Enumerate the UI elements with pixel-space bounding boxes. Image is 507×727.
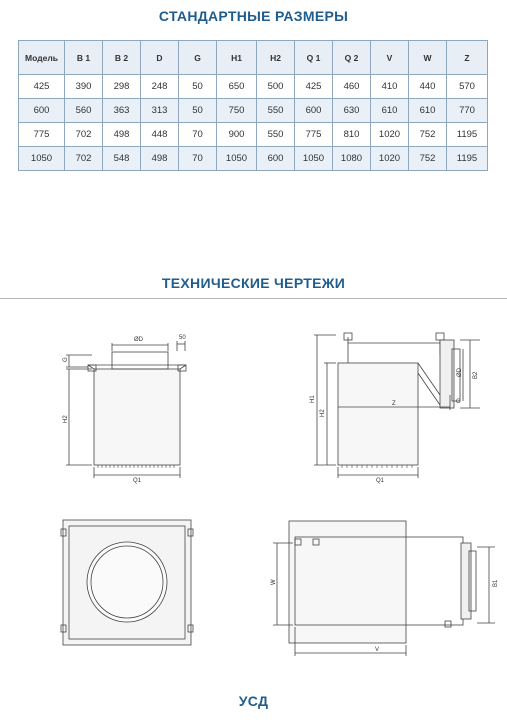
dim-50-label: 50 [179,335,186,341]
column-header: Z [447,41,488,75]
column-header: V [371,41,409,75]
dim-z-label: Z [392,401,396,407]
table-cell: 448 [141,123,179,147]
table-cell: 570 [447,75,488,99]
table-cell: 440 [409,75,447,99]
table-cell: 650 [217,75,257,99]
table-cell: 1080 [333,147,371,171]
table-header-row [19,41,488,75]
table-cell: 425 [19,75,65,99]
table-cell: 702 [65,147,103,171]
dimensions-table [18,40,488,171]
side-view-drawing [300,325,500,495]
table-cell: 460 [333,75,371,99]
dim-q1-label-side: Q1 [376,478,385,484]
section-divider [0,298,507,299]
table-row [19,123,488,147]
table-cell: 702 [65,123,103,147]
table-cell: 363 [103,99,141,123]
table-cell: 1050 [19,147,65,171]
dim-q1-label: Q1 [133,478,142,484]
table-cell: 390 [65,75,103,99]
standard-sizes-heading: СТАНДАРТНЫЕ РАЗМЕРЫ [158,8,349,24]
dim-h2-label-side: H2 [320,409,326,417]
dim-h1-label: H1 [310,395,316,403]
column-header: H2 [257,41,295,75]
table-cell: 1050 [217,147,257,171]
table-cell: 600 [19,99,65,123]
dim-g-label: G [63,357,69,362]
column-header: W [409,41,447,75]
table-cell: 313 [141,99,179,123]
table-cell: 752 [409,147,447,171]
table-cell: 50 [179,75,217,99]
table-row [19,147,488,171]
column-header: B 1 [65,41,103,75]
table-cell: 498 [141,147,179,171]
table-cell: 810 [333,123,371,147]
dim-h2-label: H2 [63,415,69,423]
table-cell: 752 [409,123,447,147]
column-header: Модель [19,41,65,75]
table-cell: 630 [333,99,371,123]
column-header: D [141,41,179,75]
table-cell: 900 [217,123,257,147]
column-header: G [179,41,217,75]
table-cell: 410 [371,75,409,99]
front-view-drawing [55,325,205,495]
table-cell: 1050 [295,147,333,171]
table-cell: 498 [103,123,141,147]
table-cell: 248 [141,75,179,99]
table-row [19,75,488,99]
dim-d-label-side: ØD [457,368,463,377]
table-cell: 298 [103,75,141,99]
dim-d-label: ØD [134,337,143,343]
table-cell: 50 [179,99,217,123]
dim-w-label: W [271,579,277,585]
table-cell: 1195 [447,147,488,171]
table-cell: 600 [257,147,295,171]
column-header: H1 [217,41,257,75]
table-cell: 610 [409,99,447,123]
table-cell: 600 [295,99,333,123]
table-row [19,99,488,123]
table-cell: 70 [179,123,217,147]
column-header: Q 2 [333,41,371,75]
table-cell: 750 [217,99,257,123]
table-cell: 70 [179,147,217,171]
table-cell: 500 [257,75,295,99]
dim-b1-label: B1 [493,579,499,587]
table-cell: 770 [447,99,488,123]
table-cell: 1195 [447,123,488,147]
dim-v-label: V [375,647,380,653]
footer-label: УСД [238,693,269,709]
top-view-circle-drawing [55,515,205,650]
table-cell: 775 [295,123,333,147]
table-cell: 548 [103,147,141,171]
table-cell: 1020 [371,123,409,147]
table-cell: 610 [371,99,409,123]
column-header: B 2 [103,41,141,75]
table-cell: 775 [19,123,65,147]
dim-g-label-side: G [456,399,461,405]
dim-b2-label: B2 [473,371,479,379]
table-cell: 550 [257,99,295,123]
table-cell: 1020 [371,147,409,171]
table-cell: 550 [257,123,295,147]
table-cell: 560 [65,99,103,123]
technical-drawings-heading: ТЕХНИЧЕСКИЕ ЧЕРТЕЖИ [161,275,346,291]
column-header: Q 1 [295,41,333,75]
table-cell: 425 [295,75,333,99]
top-view-dims-drawing [265,515,500,665]
